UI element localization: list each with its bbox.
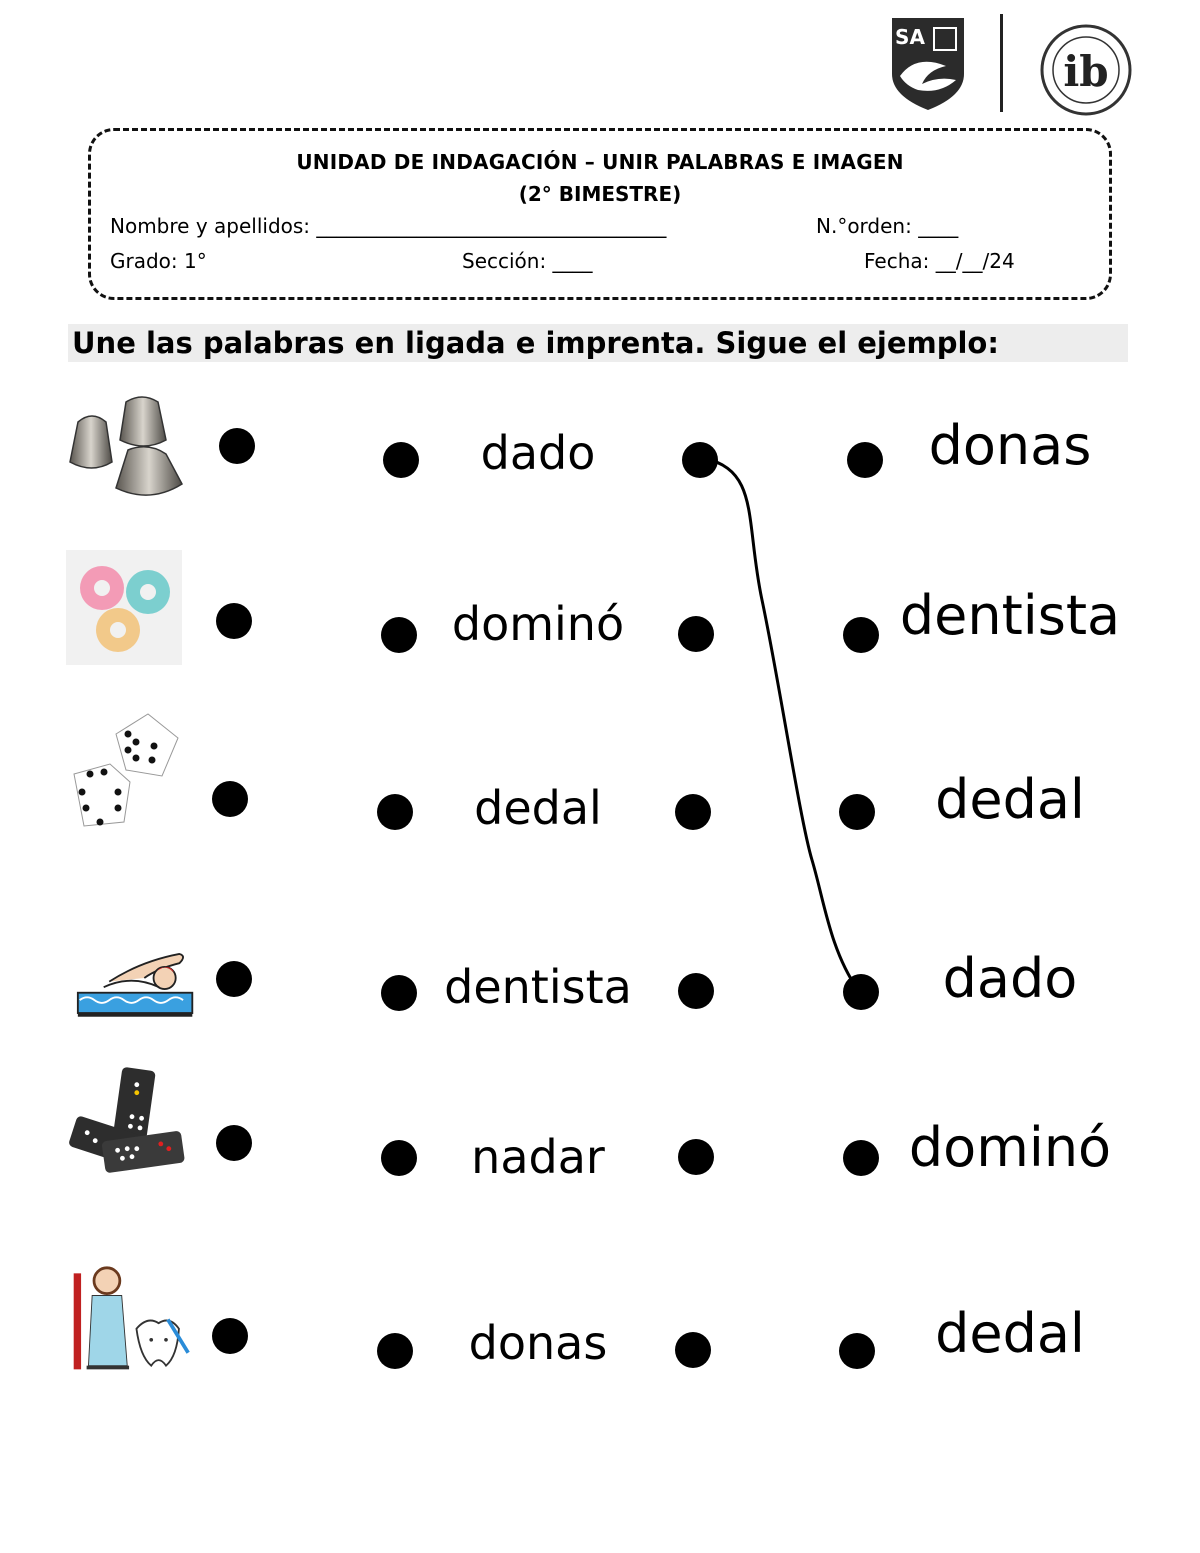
middle-left-dot-6[interactable] bbox=[377, 1333, 413, 1369]
donuts-icon bbox=[66, 550, 186, 665]
right-dot-2[interactable] bbox=[843, 617, 879, 653]
right-word-2: dentista bbox=[899, 584, 1121, 647]
middle-word-6: donas bbox=[468, 1316, 608, 1370]
picture-dot-3[interactable] bbox=[212, 781, 248, 817]
middle-word-1: dado bbox=[480, 426, 596, 480]
date-field[interactable]: Fecha: __/__/24 bbox=[864, 249, 1015, 273]
swimmer-icon bbox=[76, 926, 196, 1041]
middle-right-dot-4[interactable] bbox=[678, 973, 714, 1009]
middle-right-dot-1[interactable] bbox=[682, 442, 718, 478]
picture-dot-6[interactable] bbox=[212, 1318, 248, 1354]
right-word-5: dominó bbox=[908, 1116, 1112, 1179]
middle-right-dot-3[interactable] bbox=[675, 794, 711, 830]
right-word-6: dedal bbox=[935, 1302, 1085, 1365]
order-number-field[interactable]: N.°orden: ____ bbox=[816, 214, 959, 238]
middle-word-2: dominó bbox=[451, 597, 625, 651]
middle-word-3: dedal bbox=[474, 781, 602, 835]
ib-world-school-logo bbox=[1036, 22, 1136, 118]
middle-right-dot-6[interactable] bbox=[675, 1332, 711, 1368]
worksheet-subtitle: (2° BIMESTRE) bbox=[518, 182, 682, 206]
middle-right-dot-5[interactable] bbox=[678, 1139, 714, 1175]
thimble-icon bbox=[66, 392, 186, 507]
right-word-4: dado bbox=[942, 947, 1078, 1010]
svg-text:SA: SA bbox=[895, 25, 925, 49]
picture-dot-4[interactable] bbox=[216, 961, 252, 997]
picture-dot-5[interactable] bbox=[216, 1125, 252, 1161]
instruction-text: Une las palabras en ligada e imprenta. Sigue el ejemplo: bbox=[68, 324, 1128, 362]
middle-left-dot-2[interactable] bbox=[381, 617, 417, 653]
right-dot-3[interactable] bbox=[839, 794, 875, 830]
middle-left-dot-1[interactable] bbox=[383, 442, 419, 478]
picture-dot-2[interactable] bbox=[216, 603, 252, 639]
right-dot-1[interactable] bbox=[847, 442, 883, 478]
right-word-1: donas bbox=[928, 414, 1092, 477]
right-dot-5[interactable] bbox=[843, 1140, 879, 1176]
picture-dot-1[interactable] bbox=[219, 428, 255, 464]
grade-field: Grado: 1° bbox=[110, 249, 207, 273]
right-dot-4[interactable] bbox=[843, 974, 879, 1010]
middle-left-dot-3[interactable] bbox=[377, 794, 413, 830]
right-dot-6[interactable] bbox=[839, 1333, 875, 1369]
dice-icon bbox=[70, 712, 190, 827]
middle-left-dot-5[interactable] bbox=[381, 1140, 417, 1176]
svg-text:ib: ib bbox=[1063, 47, 1109, 96]
right-word-3: dedal bbox=[935, 768, 1085, 831]
middle-left-dot-4[interactable] bbox=[381, 975, 417, 1011]
logo-separator bbox=[1000, 14, 1003, 112]
middle-word-4: dentista bbox=[444, 960, 632, 1014]
dentist-icon bbox=[70, 1262, 190, 1377]
middle-right-dot-2[interactable] bbox=[678, 616, 714, 652]
middle-word-5: nadar bbox=[471, 1130, 605, 1184]
name-field[interactable]: Nombre y apellidos: ___________________________________ bbox=[110, 214, 667, 238]
worksheet-title: UNIDAD DE INDAGACIÓN – UNIR PALABRAS E IMAGEN bbox=[296, 150, 904, 174]
section-field[interactable]: Sección: ____ bbox=[462, 249, 593, 273]
dominoes-icon bbox=[68, 1064, 188, 1179]
school-sa-logo bbox=[888, 14, 968, 112]
